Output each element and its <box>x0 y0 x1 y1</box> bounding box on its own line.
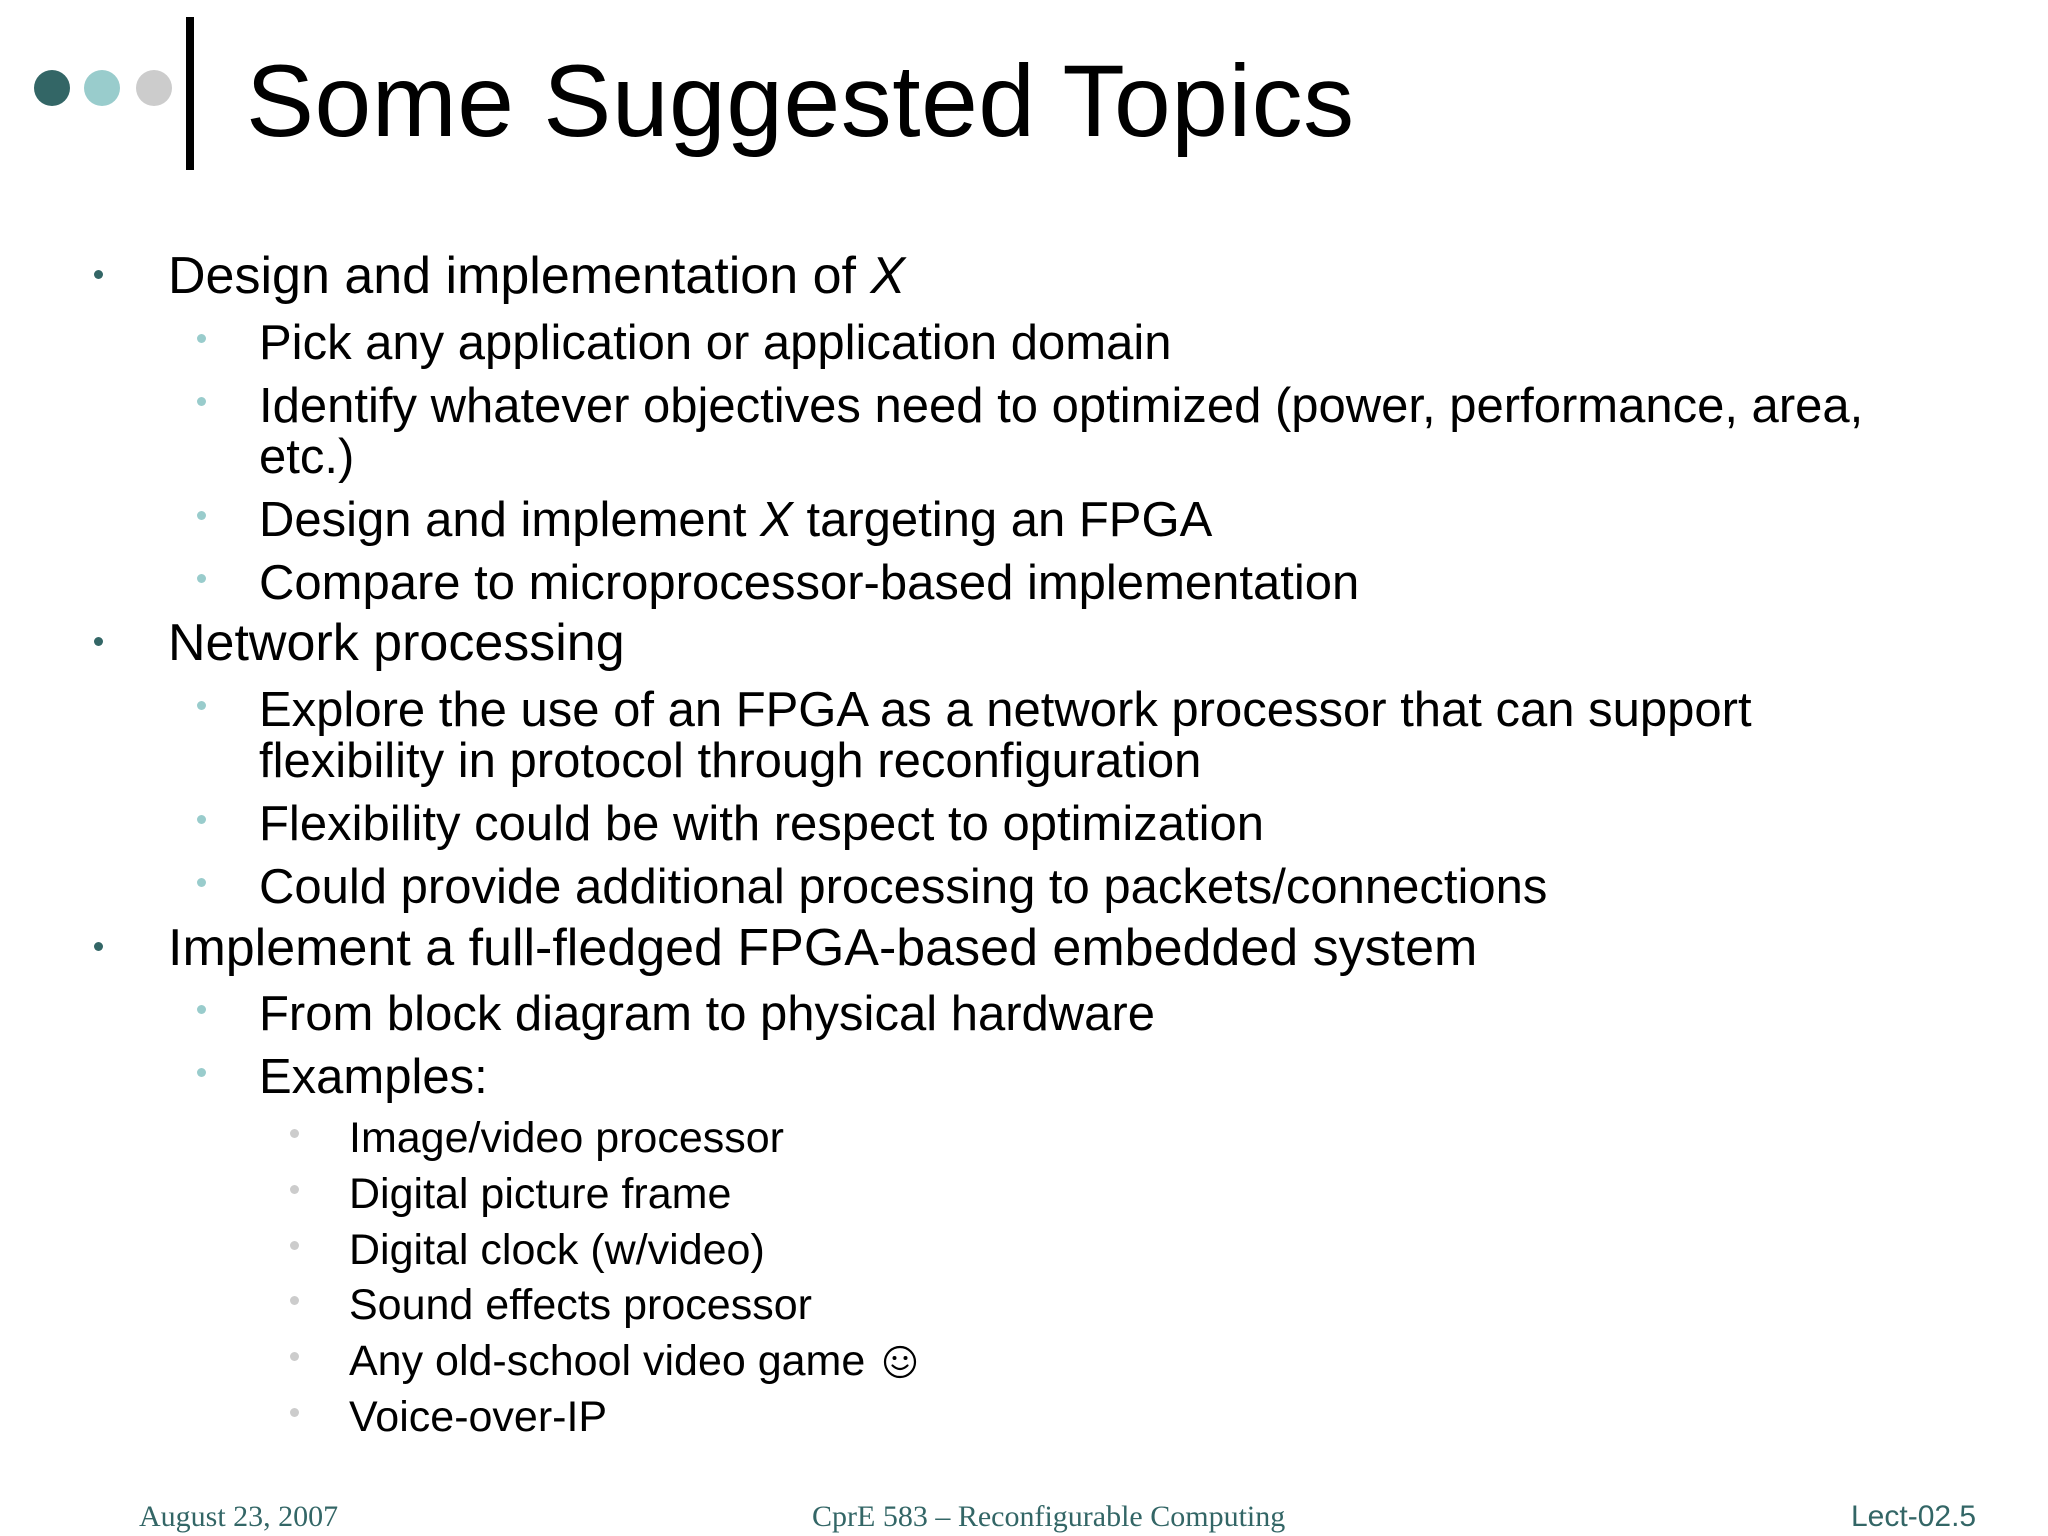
example-bullet-marker <box>290 1241 299 1250</box>
sub-bullet-pick-application <box>259 318 1171 369</box>
sub-bullet-text-line2: etc.) <box>259 430 355 484</box>
bullet-marker <box>94 942 103 951</box>
sub-bullet-italic-x: X <box>760 493 793 547</box>
bullet-text: Network processing <box>168 614 625 672</box>
sub-bullet-text-line1: Identify whatever objectives need to optimized (power, performance, area, <box>259 379 1864 433</box>
sub-bullet-text: Examples: <box>259 1050 488 1104</box>
sub-bullet-explore-fpga <box>259 685 1752 736</box>
sub-bullet-text-line1: Explore the use of an FPGA as a network processor that can support <box>259 683 1752 737</box>
sub-bullet-marker <box>197 1005 206 1014</box>
bullet-text: Design and implementation of <box>168 247 871 305</box>
sub-bullet-marker <box>197 397 206 406</box>
sub-bullet-marker <box>197 701 206 710</box>
bullet-italic-x: X <box>870 247 906 305</box>
sub-bullet-flexibility <box>259 799 1264 850</box>
footer-page-number: Lect-02.5 <box>1851 1500 1977 1533</box>
example-text: Sound effects processor <box>349 1281 812 1329</box>
sub-bullet-text: Flexibility could be with respect to optimization <box>259 797 1264 851</box>
sub-bullet-block-diagram <box>259 989 1155 1040</box>
example-bullet-marker <box>290 1185 299 1194</box>
title-dot-gray <box>136 70 172 106</box>
example-bullet-marker <box>290 1296 299 1305</box>
example-video-game <box>349 1336 917 1386</box>
bullet-design-implementation <box>168 246 905 306</box>
footer-date: August 23, 2007 <box>139 1500 339 1533</box>
sub-bullet-text: Could provide additional processing to packets/connections <box>259 860 1548 914</box>
example-text: Digital clock (w/video) <box>349 1226 765 1274</box>
example-image-video-processor <box>349 1113 784 1163</box>
sub-bullet-design-implement-x <box>259 495 1212 546</box>
smiley-face-icon <box>883 1345 917 1379</box>
sub-bullet-explore-fpga-cont <box>259 736 1201 787</box>
example-text: Voice-over-IP <box>349 1393 608 1441</box>
example-text: Image/video processor <box>349 1114 784 1162</box>
sub-bullet-text: Design and implement <box>259 493 761 547</box>
example-digital-picture-frame <box>349 1169 731 1219</box>
bullet-text: Implement a full-fledged FPGA-based embedded system <box>168 919 1478 977</box>
bullet-network-processing <box>168 613 625 673</box>
sub-bullet-text: Pick any application or application domain <box>259 316 1172 370</box>
sub-bullet-marker <box>197 334 206 343</box>
example-bullet-marker <box>290 1352 299 1361</box>
example-text: Any old-school video game <box>349 1337 866 1385</box>
sub-bullet-compare-microprocessor <box>259 558 1359 609</box>
sub-bullet-text: Compare to microprocessor-based implementation <box>259 556 1360 610</box>
sub-bullet-examples <box>259 1052 488 1103</box>
sub-bullet-marker <box>197 1068 206 1077</box>
example-digital-clock <box>349 1225 765 1275</box>
sub-bullet-marker <box>197 574 206 583</box>
title-dot-light <box>84 70 120 106</box>
sub-bullet-text: From block diagram to physical hardware <box>259 987 1155 1041</box>
example-sound-effects <box>349 1280 812 1330</box>
sub-bullet-identify-objectives-cont <box>259 432 354 483</box>
bullet-marker <box>94 270 103 279</box>
slide-title: Some Suggested Topics <box>246 44 1355 158</box>
example-bullet-marker <box>290 1408 299 1417</box>
sub-bullet-marker <box>197 511 206 520</box>
sub-bullet-text-line2: flexibility in protocol through reconfiguration <box>259 734 1202 788</box>
title-divider <box>186 17 194 170</box>
sub-bullet-text-suffix: targeting an FPGA <box>792 493 1213 547</box>
footer-course: CprE 583 – Reconfigurable Computing <box>812 1500 1286 1533</box>
bullet-embedded-system <box>168 918 1477 978</box>
sub-bullet-marker <box>197 815 206 824</box>
sub-bullet-marker <box>197 878 206 887</box>
example-voice-over-ip <box>349 1392 607 1442</box>
example-bullet-marker <box>290 1129 299 1138</box>
example-text: Digital picture frame <box>349 1170 732 1218</box>
title-dot-dark <box>34 70 70 106</box>
sub-bullet-identify-objectives <box>259 381 1863 432</box>
sub-bullet-additional-processing <box>259 862 1547 913</box>
bullet-marker <box>94 637 103 646</box>
